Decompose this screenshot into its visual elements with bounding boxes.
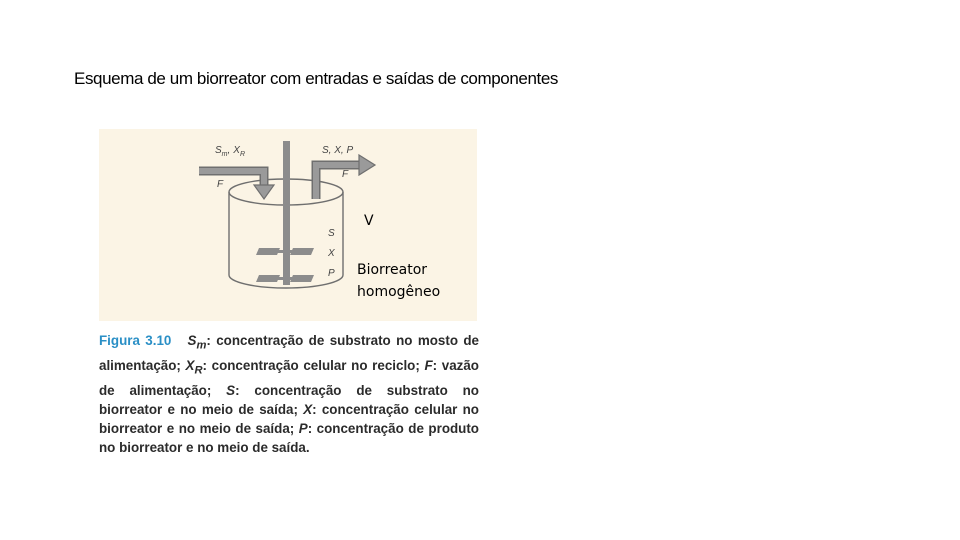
tank-var-s: S (328, 228, 335, 239)
tank-var-x: X (328, 248, 335, 259)
volume-label: V (364, 213, 374, 229)
outlet-label: S, X, P (322, 145, 354, 156)
caption-text-x: : concentração celular no biorreator e no meio de saída; (99, 401, 479, 437)
inlet-flow-label: F (217, 179, 224, 190)
caption-text-f: : vazão de alimentação; (99, 357, 479, 398)
reactor-label-line2: homogêneo (357, 284, 441, 300)
impeller-hub-upper (269, 250, 304, 253)
reactor-label-line1: Biorreator (357, 262, 428, 278)
agitator-shaft (283, 141, 290, 285)
caption-sub-r: R (194, 364, 203, 377)
reactor-label (357, 259, 440, 303)
caption-sym-f: F (424, 357, 433, 373)
slide-title: Esquema de um biorreator com entradas e saídas de componentes (74, 69, 558, 88)
caption-sym-s: S (226, 382, 236, 398)
caption-text-sm: : concentração de substrato no mosto de alimentação; (99, 333, 480, 373)
caption-sym-xr: X (185, 357, 195, 373)
caption-text-s: : concentração de substrato no biorreator e no meio de saída; (99, 382, 479, 417)
impeller-hub-lower (269, 277, 304, 280)
inlet-sm-label: $S_m$, $X_R$ (215, 145, 246, 158)
tank-var-p: P (328, 268, 335, 279)
figure-caption (99, 331, 479, 458)
caption-text-p: : concentração de produto no biorreator e no meio de saída. (99, 421, 479, 456)
caption-sym-x: X (303, 401, 313, 417)
caption-sub-m: m (196, 339, 207, 352)
caption-sym-p: P (298, 421, 308, 437)
caption-sym-sm: S (187, 333, 197, 348)
outlet-flow-label: F (342, 169, 349, 180)
caption-text-xr: : concentração celular no reciclo; (202, 357, 425, 373)
figure-number: Figura 3.10 (99, 333, 172, 348)
outlet-arrow-head (359, 155, 375, 175)
